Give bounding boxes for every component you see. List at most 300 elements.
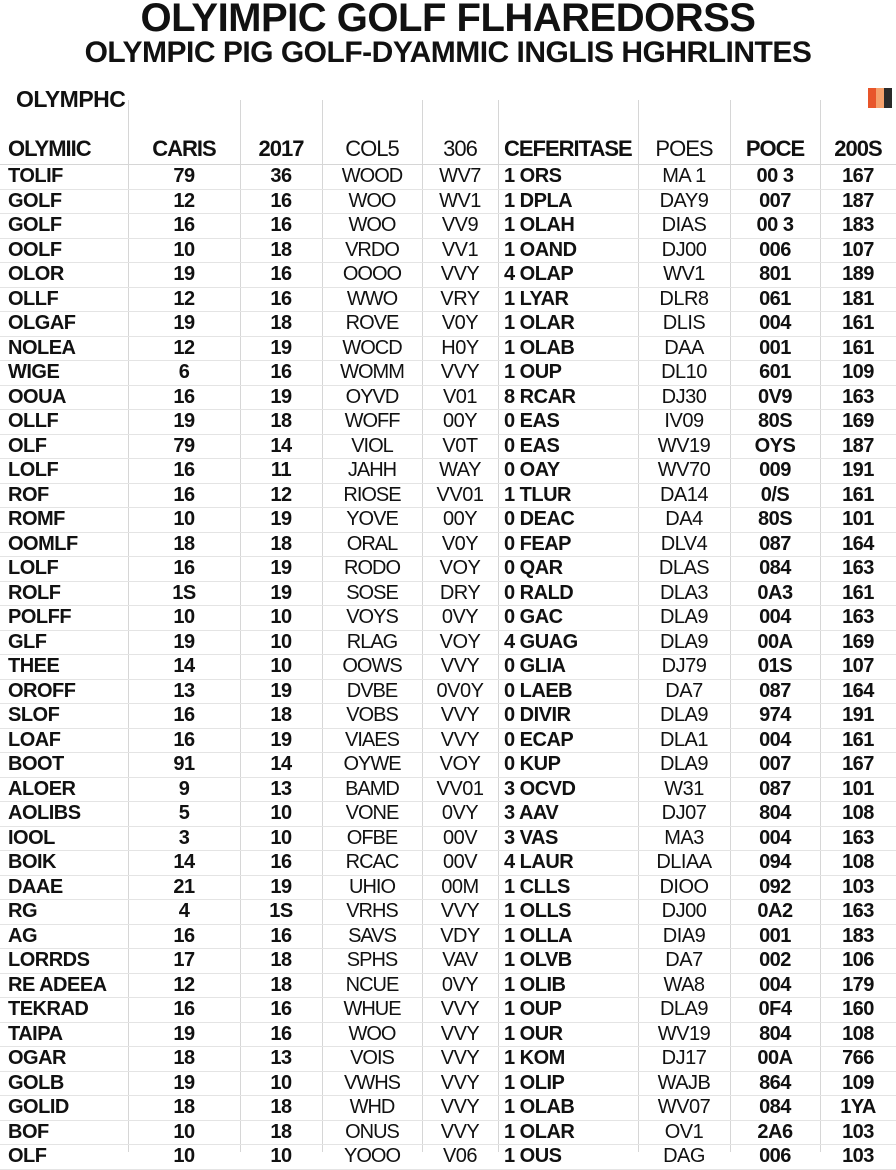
cell-player-name: LOAF: [0, 728, 128, 753]
cell-code: H0Y: [422, 336, 498, 361]
cell-difference: 3 OCVD: [498, 777, 638, 802]
cell-player-name: AOLIBS: [0, 802, 128, 827]
cell-cards: 16: [128, 728, 240, 753]
cell-code: VOY: [422, 557, 498, 582]
cell-difference: 1 KOM: [498, 1047, 638, 1072]
cell-total: 167: [820, 753, 896, 778]
cell-code: VOY: [422, 753, 498, 778]
column-header-total: 200S: [820, 134, 896, 165]
cell-cards: 9: [128, 777, 240, 802]
cell-pace: 80S: [730, 508, 820, 533]
cell-total: 189: [820, 263, 896, 288]
cell-position: DIOO: [638, 875, 730, 900]
section-label: OLYMPHC: [16, 86, 126, 112]
cell-course: DVBE: [322, 679, 422, 704]
cell-player-name: OROFF: [0, 679, 128, 704]
cell-pace: 00A: [730, 1047, 820, 1072]
cell-course: VRHS: [322, 900, 422, 925]
cell-year: 19: [240, 336, 322, 361]
cell-total: 107: [820, 655, 896, 680]
cell-course: WOO: [322, 214, 422, 239]
cell-year: 10: [240, 826, 322, 851]
cell-course: OOOO: [322, 263, 422, 288]
cell-year: 10: [240, 1071, 322, 1096]
cell-course: VOBS: [322, 704, 422, 729]
page-title: OLYIMPIC GOLF FLHAREDORSS: [140, 0, 756, 40]
cell-player-name: SLOF: [0, 704, 128, 729]
cell-cards: 16: [128, 385, 240, 410]
cell-course: ORAL: [322, 532, 422, 557]
cell-position: WAJB: [638, 1071, 730, 1096]
cell-position: DJ17: [638, 1047, 730, 1072]
cell-course: WHUE: [322, 998, 422, 1023]
cell-total: 187: [820, 189, 896, 214]
cell-year: 11: [240, 459, 322, 484]
cell-pace: 801: [730, 263, 820, 288]
cell-code: VVY: [422, 361, 498, 386]
cell-total: 191: [820, 459, 896, 484]
cell-course: RLAG: [322, 630, 422, 655]
cell-player-name: TOLIF: [0, 165, 128, 190]
cell-cards: 12: [128, 336, 240, 361]
cell-year: 19: [240, 875, 322, 900]
table-row: [0, 361, 896, 386]
cell-difference: 0 EAS: [498, 434, 638, 459]
cell-course: SAVS: [322, 924, 422, 949]
cell-cards: 19: [128, 263, 240, 288]
cell-player-name: OLGAF: [0, 312, 128, 337]
cell-position: WV1: [638, 263, 730, 288]
cell-player-name: OLLF: [0, 410, 128, 435]
cell-code: V06: [422, 1145, 498, 1170]
cell-difference: 1 CLLS: [498, 875, 638, 900]
cell-cards: 18: [128, 1096, 240, 1121]
cell-code: V0Y: [422, 312, 498, 337]
table-row: [0, 459, 896, 484]
cell-code: VV1: [422, 238, 498, 263]
cell-position: DLA9: [638, 606, 730, 631]
cell-pace: 0/S: [730, 483, 820, 508]
cell-code: 0VY: [422, 606, 498, 631]
cell-cards: 79: [128, 434, 240, 459]
table-row: [0, 189, 896, 214]
cell-year: 16: [240, 1022, 322, 1047]
cell-player-name: AG: [0, 924, 128, 949]
table-row: [0, 728, 896, 753]
cell-cards: 16: [128, 704, 240, 729]
cell-position: DLAS: [638, 557, 730, 582]
cell-course: VRDO: [322, 238, 422, 263]
cell-difference: 1 OLLA: [498, 924, 638, 949]
cell-pace: 004: [730, 728, 820, 753]
cell-total: 163: [820, 900, 896, 925]
cell-difference: 1 OUR: [498, 1022, 638, 1047]
leaderboard-table: [0, 134, 896, 1170]
cell-position: MA3: [638, 826, 730, 851]
cell-cards: 5: [128, 802, 240, 827]
cell-pace: 006: [730, 238, 820, 263]
cell-difference: 1 OUP: [498, 998, 638, 1023]
cell-pace: 974: [730, 704, 820, 729]
table-row: [0, 630, 896, 655]
cell-total: 109: [820, 1071, 896, 1096]
cell-player-name: OOUA: [0, 385, 128, 410]
cell-course: SOSE: [322, 581, 422, 606]
table-row: [0, 1145, 896, 1170]
cell-pace: 804: [730, 1022, 820, 1047]
cell-pace: 864: [730, 1071, 820, 1096]
cell-position: WA8: [638, 973, 730, 998]
cell-code: VVY: [422, 998, 498, 1023]
cell-player-name: BOOT: [0, 753, 128, 778]
cell-code: VVY: [422, 900, 498, 925]
cell-position: DJ00: [638, 238, 730, 263]
cell-player-name: OLF: [0, 434, 128, 459]
cell-course: VWHS: [322, 1071, 422, 1096]
cell-pace: 006: [730, 1145, 820, 1170]
cell-course: JAHH: [322, 459, 422, 484]
cell-course: ROVE: [322, 312, 422, 337]
cell-total: 101: [820, 777, 896, 802]
cell-total: 187: [820, 434, 896, 459]
table-row: [0, 606, 896, 631]
cell-year: 19: [240, 385, 322, 410]
cell-player-name: OLLF: [0, 287, 128, 312]
cell-code: V01: [422, 385, 498, 410]
cell-position: DA7: [638, 679, 730, 704]
cell-player-name: ROMF: [0, 508, 128, 533]
cell-position: W31: [638, 777, 730, 802]
cell-position: DLA9: [638, 998, 730, 1023]
cell-difference: 0 FEAP: [498, 532, 638, 557]
cell-year: 19: [240, 581, 322, 606]
table-row: [0, 998, 896, 1023]
cell-player-name: IOOL: [0, 826, 128, 851]
column-header-difference: CEFERITASE: [498, 134, 638, 165]
cell-player-name: ROF: [0, 483, 128, 508]
cell-total: 163: [820, 385, 896, 410]
cell-cards: 16: [128, 483, 240, 508]
cell-year: 16: [240, 361, 322, 386]
cell-player-name: OOMLF: [0, 532, 128, 557]
cell-difference: 1 OLAR: [498, 1120, 638, 1145]
cell-cards: 16: [128, 557, 240, 582]
cell-total: 161: [820, 336, 896, 361]
cell-difference: 0 OAY: [498, 459, 638, 484]
cell-code: VVY: [422, 1071, 498, 1096]
cell-year: 10: [240, 606, 322, 631]
cell-total: 183: [820, 214, 896, 239]
cell-player-name: DAAE: [0, 875, 128, 900]
cell-position: DLA1: [638, 728, 730, 753]
cell-cards: 14: [128, 655, 240, 680]
cell-total: 183: [820, 924, 896, 949]
cell-total: 161: [820, 728, 896, 753]
cell-code: V0T: [422, 434, 498, 459]
cell-cards: 19: [128, 312, 240, 337]
cell-player-name: WIGE: [0, 361, 128, 386]
cell-pace: 087: [730, 777, 820, 802]
cell-code: 00M: [422, 875, 498, 900]
column-header-year: 2017: [240, 134, 322, 165]
table-row: [0, 655, 896, 680]
table-row: [0, 263, 896, 288]
cell-year: 16: [240, 287, 322, 312]
cell-pace: OYS: [730, 434, 820, 459]
cell-cards: 10: [128, 508, 240, 533]
cell-total: 169: [820, 410, 896, 435]
cell-pace: 084: [730, 557, 820, 582]
table-row: [0, 924, 896, 949]
cell-pace: 00 3: [730, 165, 820, 190]
cell-difference: 4 OLAP: [498, 263, 638, 288]
cell-course: SPHS: [322, 949, 422, 974]
cell-year: 19: [240, 728, 322, 753]
table-row: [0, 557, 896, 582]
cell-player-name: GOLF: [0, 189, 128, 214]
cell-code: VAV: [422, 949, 498, 974]
cell-total: 161: [820, 312, 896, 337]
cell-position: DLR8: [638, 287, 730, 312]
cell-year: 18: [240, 410, 322, 435]
cell-year: 18: [240, 238, 322, 263]
cell-player-name: ALOER: [0, 777, 128, 802]
table-row: [0, 949, 896, 974]
cell-player-name: LORRDS: [0, 949, 128, 974]
cell-year: 16: [240, 263, 322, 288]
table-row: [0, 410, 896, 435]
cell-code: VVY: [422, 1047, 498, 1072]
cell-pace: 002: [730, 949, 820, 974]
cell-difference: 1 ORS: [498, 165, 638, 190]
cell-cards: 19: [128, 1071, 240, 1096]
cell-pace: 087: [730, 532, 820, 557]
cell-code: 00V: [422, 851, 498, 876]
cell-player-name: OLOR: [0, 263, 128, 288]
cell-difference: 1 LYAR: [498, 287, 638, 312]
cell-position: WV70: [638, 459, 730, 484]
cell-position: IV09: [638, 410, 730, 435]
cell-cards: 17: [128, 949, 240, 974]
cell-player-name: RE ADEEA: [0, 973, 128, 998]
cell-cards: 10: [128, 606, 240, 631]
table-row: [0, 336, 896, 361]
cell-position: DAA: [638, 336, 730, 361]
table-row: [0, 900, 896, 925]
cell-total: 191: [820, 704, 896, 729]
cell-pace: 00 3: [730, 214, 820, 239]
cell-total: 163: [820, 826, 896, 851]
table-row: [0, 704, 896, 729]
cell-pace: 094: [730, 851, 820, 876]
table-row: [0, 679, 896, 704]
cell-total: 163: [820, 606, 896, 631]
cell-total: 109: [820, 361, 896, 386]
accent-swatch-icon: [868, 88, 892, 108]
table-row: [0, 1120, 896, 1145]
cell-cards: 1S: [128, 581, 240, 606]
cell-position: DAY9: [638, 189, 730, 214]
cell-year: 18: [240, 949, 322, 974]
cell-total: 160: [820, 998, 896, 1023]
cell-code: 0VY: [422, 802, 498, 827]
cell-difference: 1 OAND: [498, 238, 638, 263]
cell-position: DLA9: [638, 630, 730, 655]
cell-difference: 0 GAC: [498, 606, 638, 631]
cell-code: VDY: [422, 924, 498, 949]
cell-cards: 91: [128, 753, 240, 778]
cell-pace: 0A3: [730, 581, 820, 606]
cell-code: VVY: [422, 1022, 498, 1047]
cell-pace: 2A6: [730, 1120, 820, 1145]
cell-course: RIOSE: [322, 483, 422, 508]
cell-position: DLA3: [638, 581, 730, 606]
table-row: [0, 214, 896, 239]
table-row: [0, 1047, 896, 1072]
cell-course: RODO: [322, 557, 422, 582]
cell-pace: 004: [730, 973, 820, 998]
cell-difference: 3 VAS: [498, 826, 638, 851]
cell-course: VIAES: [322, 728, 422, 753]
cell-code: 00Y: [422, 410, 498, 435]
cell-pace: 0A2: [730, 900, 820, 925]
cell-cards: 13: [128, 679, 240, 704]
cell-code: VV01: [422, 483, 498, 508]
cell-cards: 16: [128, 924, 240, 949]
cell-player-name: LOLF: [0, 557, 128, 582]
cell-pace: 092: [730, 875, 820, 900]
cell-year: 10: [240, 1145, 322, 1170]
cell-player-name: TAIPA: [0, 1022, 128, 1047]
cell-year: 16: [240, 998, 322, 1023]
cell-position: DA7: [638, 949, 730, 974]
cell-course: OOWS: [322, 655, 422, 680]
cell-pace: 0F4: [730, 998, 820, 1023]
cell-difference: 1 OLIP: [498, 1071, 638, 1096]
column-header-cards: CARIS: [128, 134, 240, 165]
cell-code: VRY: [422, 287, 498, 312]
accent-stripe: [876, 88, 884, 108]
cell-difference: 1 OLAB: [498, 1096, 638, 1121]
cell-code: 0VY: [422, 973, 498, 998]
cell-player-name: NOLEA: [0, 336, 128, 361]
column-header-code: 306: [422, 134, 498, 165]
cell-position: DA4: [638, 508, 730, 533]
cell-year: 18: [240, 532, 322, 557]
cell-cards: 19: [128, 1022, 240, 1047]
cell-total: 163: [820, 557, 896, 582]
cell-player-name: OOLF: [0, 238, 128, 263]
cell-pace: 80S: [730, 410, 820, 435]
table-row: [0, 434, 896, 459]
cell-cards: 14: [128, 851, 240, 876]
cell-difference: 0 EAS: [498, 410, 638, 435]
cell-difference: 1 OUS: [498, 1145, 638, 1170]
table-header-row: [0, 134, 896, 165]
cell-course: VIOL: [322, 434, 422, 459]
cell-total: 107: [820, 238, 896, 263]
cell-difference: 3 AAV: [498, 802, 638, 827]
table-row: [0, 312, 896, 337]
cell-pace: 061: [730, 287, 820, 312]
table-row: [0, 287, 896, 312]
cell-player-name: BOF: [0, 1120, 128, 1145]
cell-pace: 087: [730, 679, 820, 704]
cell-code: VVY: [422, 704, 498, 729]
cell-course: RCAC: [322, 851, 422, 876]
cell-year: 18: [240, 1120, 322, 1145]
cell-player-name: GOLB: [0, 1071, 128, 1096]
cell-code: VVY: [422, 1120, 498, 1145]
cell-total: 179: [820, 973, 896, 998]
cell-difference: 8 RCAR: [498, 385, 638, 410]
cell-cards: 12: [128, 287, 240, 312]
cell-cards: 19: [128, 630, 240, 655]
cell-difference: 1 OLAH: [498, 214, 638, 239]
cell-total: 169: [820, 630, 896, 655]
column-header-player-name: OLYMIIC: [0, 134, 128, 165]
cell-pace: 004: [730, 826, 820, 851]
cell-player-name: GOLID: [0, 1096, 128, 1121]
cell-pace: 007: [730, 753, 820, 778]
cell-course: UHIO: [322, 875, 422, 900]
cell-player-name: BOIK: [0, 851, 128, 876]
cell-cards: 18: [128, 1047, 240, 1072]
table-row: [0, 532, 896, 557]
table-row: [0, 851, 896, 876]
table-row: [0, 875, 896, 900]
cell-code: VOY: [422, 630, 498, 655]
cell-cards: 6: [128, 361, 240, 386]
cell-pace: 001: [730, 336, 820, 361]
cell-pace: 601: [730, 361, 820, 386]
cell-position: OV1: [638, 1120, 730, 1145]
column-header-course: COL5: [322, 134, 422, 165]
cell-year: 13: [240, 777, 322, 802]
cell-pace: 0V9: [730, 385, 820, 410]
cell-code: WV1: [422, 189, 498, 214]
cell-cards: 10: [128, 1120, 240, 1145]
table-body: [0, 165, 896, 1170]
cell-year: 10: [240, 630, 322, 655]
table-row: [0, 1071, 896, 1096]
cell-course: NCUE: [322, 973, 422, 998]
page-subtitle: OLYMPIC PIG GOLF-DYAMMIC INGLIS HGHRLINTES: [84, 36, 812, 69]
cell-course: WOMM: [322, 361, 422, 386]
cell-total: 181: [820, 287, 896, 312]
cell-total: 164: [820, 532, 896, 557]
cell-year: 16: [240, 851, 322, 876]
cell-code: 0V0Y: [422, 679, 498, 704]
cell-total: 108: [820, 1022, 896, 1047]
cell-difference: 1 OUP: [498, 361, 638, 386]
cell-year: 12: [240, 483, 322, 508]
cell-player-name: GLF: [0, 630, 128, 655]
cell-position: WV19: [638, 434, 730, 459]
cell-code: DRY: [422, 581, 498, 606]
cell-total: 101: [820, 508, 896, 533]
cell-difference: 4 LAUR: [498, 851, 638, 876]
table-row: [0, 973, 896, 998]
cell-cards: 16: [128, 998, 240, 1023]
cell-difference: 0 LAEB: [498, 679, 638, 704]
cell-year: 19: [240, 679, 322, 704]
cell-course: WWO: [322, 287, 422, 312]
cell-total: 766: [820, 1047, 896, 1072]
cell-total: 106: [820, 949, 896, 974]
cell-course: WOFF: [322, 410, 422, 435]
cell-position: DLV4: [638, 532, 730, 557]
